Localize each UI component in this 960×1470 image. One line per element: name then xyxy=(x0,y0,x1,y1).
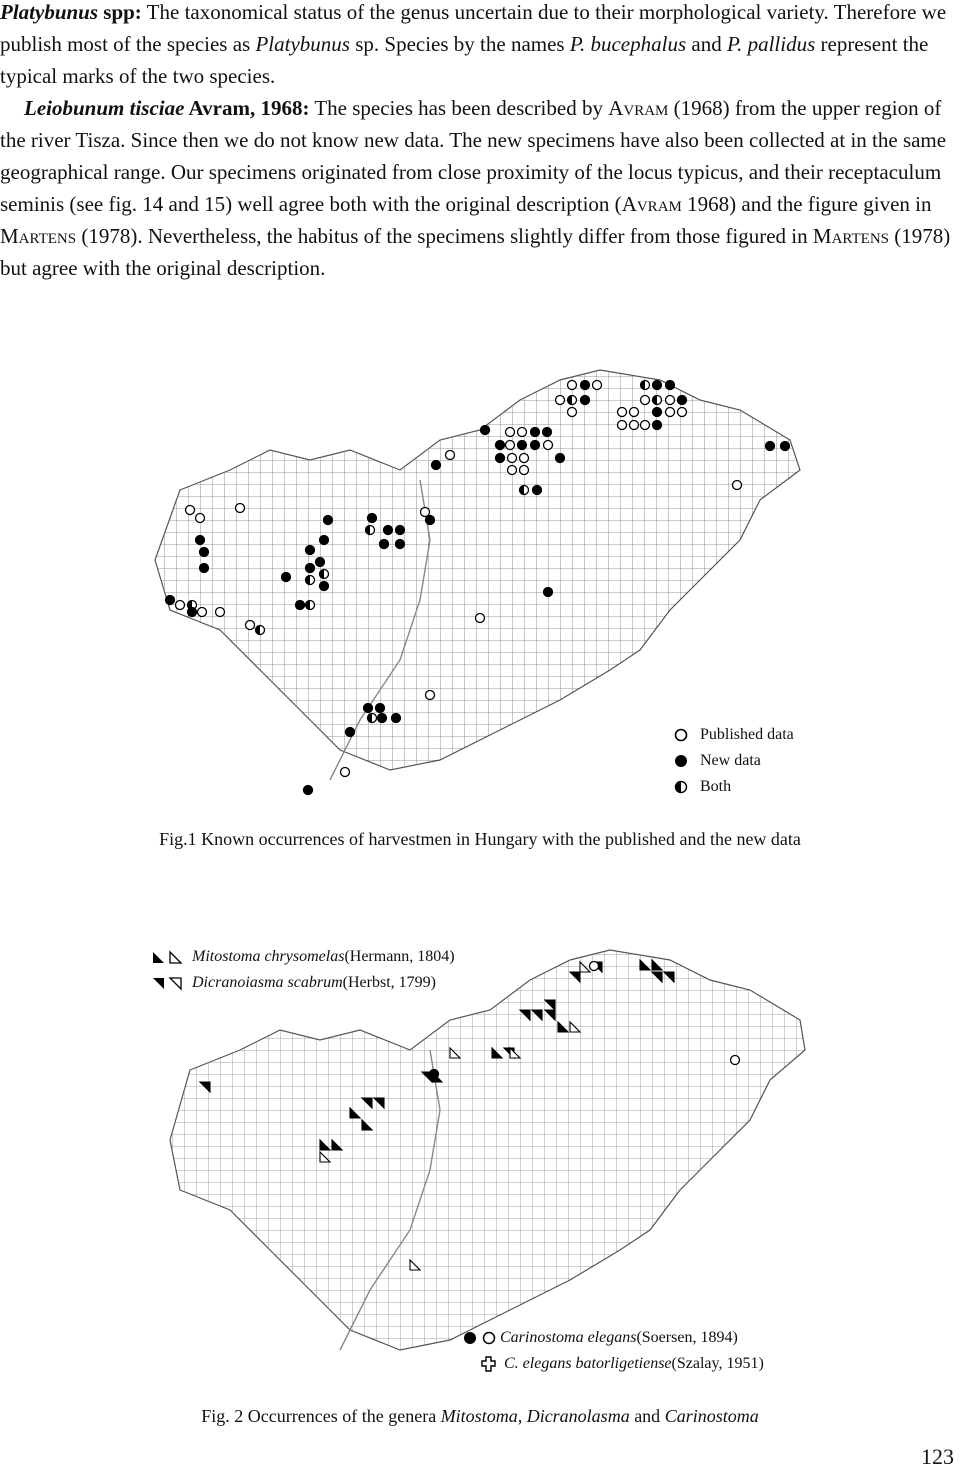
new-data-point xyxy=(316,558,325,567)
new-data-point xyxy=(432,461,441,470)
new-data-point xyxy=(320,582,329,591)
new-data-point xyxy=(282,573,291,582)
new-data-point xyxy=(306,564,315,573)
published-data-point xyxy=(641,421,650,430)
published-data-point xyxy=(630,408,639,417)
new-data-point xyxy=(364,704,373,713)
new-data-point xyxy=(496,454,505,463)
new-data-point xyxy=(533,486,542,495)
published-data-point xyxy=(426,691,435,700)
body-text xyxy=(0,0,960,284)
new-data-point xyxy=(320,536,329,545)
new-data-point xyxy=(481,426,490,435)
published-data-point xyxy=(618,421,627,430)
published-data-point xyxy=(341,768,350,777)
new-data-point xyxy=(378,714,387,723)
published-data-point xyxy=(421,508,430,517)
new-data-point xyxy=(426,516,435,525)
published-data-point xyxy=(544,441,553,450)
new-data-point xyxy=(581,396,590,405)
published-data-point xyxy=(518,428,527,437)
new-data-point xyxy=(304,786,313,795)
new-data-point xyxy=(781,442,790,451)
published-data-point xyxy=(246,621,255,630)
new-data-point xyxy=(368,514,377,523)
published-data-point xyxy=(520,454,529,463)
new-data-point xyxy=(544,588,553,597)
legend-dicranolasma: Dicranoiasma scabrum (Herbst, 1799) xyxy=(150,970,455,996)
fig1-caption: Fig.1 Known occurrences of harvestmen in Hungary with the published and the new data xyxy=(159,829,801,849)
new-data-point xyxy=(653,408,662,417)
half-circle-icon xyxy=(674,779,700,795)
new-data-point xyxy=(396,540,405,549)
new-data-point xyxy=(653,421,662,430)
new-data-point xyxy=(666,381,675,390)
published-data-point xyxy=(176,601,185,610)
paragraph-leiobunum: Leiobunum tisciae Avram, 1968: The species has been described by Avram (1968) from the upper region of the river Tisza. Since then we do not know new data. The new specimens have also been collected at in the same geographical range. Our specimens originated from close proximity of the locus typicus, and their receptaculum seminis (see fig. 14 and 15) well agree both with the original description (Avram 1968) and the figure given in Martens (1978). Nevertheless, the habitus of the specimens slightly differ from those figured in Martens (1978) but agree with the original description. xyxy=(0,96,951,280)
new-data-point xyxy=(346,728,355,737)
new-data-point xyxy=(384,526,393,535)
new-data-point xyxy=(653,381,662,390)
new-data-point xyxy=(543,428,552,437)
published-data-point xyxy=(520,466,529,475)
triangle-pair-up-icon xyxy=(150,949,192,965)
filled-circle-icon xyxy=(674,753,700,769)
new-data-point xyxy=(306,546,315,555)
published-data-point xyxy=(216,608,225,617)
published-data-point xyxy=(678,408,687,417)
published-data-point xyxy=(630,421,639,430)
published-data-point xyxy=(733,481,742,490)
cross-icon xyxy=(480,1356,504,1372)
published-data-point xyxy=(568,381,577,390)
published-data-point xyxy=(476,614,485,623)
new-data-point xyxy=(531,441,540,450)
fig2-legend-bottom xyxy=(462,1325,764,1377)
new-data-point xyxy=(430,1070,439,1079)
published-data-point xyxy=(506,428,515,437)
new-data-point xyxy=(396,526,405,535)
published-data-point xyxy=(186,506,195,515)
legend-batorligetiense: C. elegans batorligetiense (Szalay, 1951) xyxy=(462,1351,764,1377)
open-circle-icon xyxy=(674,727,700,743)
published-data-point xyxy=(666,408,675,417)
fig2-hungary-map xyxy=(160,930,820,1385)
triangle-pair-down-icon xyxy=(150,975,192,991)
published-data-point xyxy=(731,1056,740,1065)
published-data-point xyxy=(506,441,515,450)
published-data-point xyxy=(446,451,455,460)
new-data-point xyxy=(531,428,540,437)
circle-pair-icon xyxy=(462,1330,500,1346)
page-number: 123 xyxy=(921,1444,954,1469)
new-data-point xyxy=(188,608,197,617)
legend-published: Published data xyxy=(674,722,794,748)
new-data-point xyxy=(200,564,209,573)
new-data-point xyxy=(166,596,175,605)
legend-mitostoma: Mitostoma chrysomelas (Hermann, 1804) xyxy=(150,944,455,970)
published-data-point xyxy=(568,408,577,417)
new-data-point xyxy=(766,442,775,451)
new-data-point xyxy=(678,396,687,405)
new-data-point xyxy=(518,441,527,450)
published-data-point xyxy=(618,408,627,417)
new-data-point xyxy=(380,540,389,549)
new-data-point xyxy=(581,381,590,390)
new-data-point xyxy=(376,704,385,713)
published-data-point xyxy=(593,381,602,390)
new-data-point xyxy=(496,441,505,450)
published-data-point xyxy=(196,514,205,523)
legend-new: New data xyxy=(674,748,794,774)
paragraph-platybunus: Platybunus spp: The taxonomical status of the genus uncertain due to their morphological variety. Therefore we publish most of the species as Platybunus sp. Species by the names P. bucephalus and P. pallidus represent the typical marks of the two species. xyxy=(0,0,947,88)
published-data-point xyxy=(508,466,517,475)
legend-both: Both xyxy=(674,774,794,800)
published-data-point xyxy=(508,454,517,463)
new-data-point xyxy=(556,454,565,463)
published-data-point xyxy=(556,396,565,405)
fig1-legend xyxy=(674,722,794,800)
published-data-point xyxy=(236,504,245,513)
new-data-point xyxy=(200,548,209,557)
legend-carinostoma: Carinostoma elegans (Soersen, 1894) xyxy=(462,1325,764,1351)
new-data-point xyxy=(196,536,205,545)
fig2-caption: Fig. 2 Occurrences of the genera Mitostoma, Dicranolasma and Carinostoma xyxy=(201,1406,759,1426)
new-data-point xyxy=(296,601,305,610)
published-data-point xyxy=(666,396,675,405)
published-data-point xyxy=(198,608,207,617)
new-data-point xyxy=(392,714,401,723)
published-data-point xyxy=(641,396,650,405)
published-data-point xyxy=(590,962,599,971)
new-data-point xyxy=(324,516,333,525)
fig2-legend-top xyxy=(150,944,455,996)
